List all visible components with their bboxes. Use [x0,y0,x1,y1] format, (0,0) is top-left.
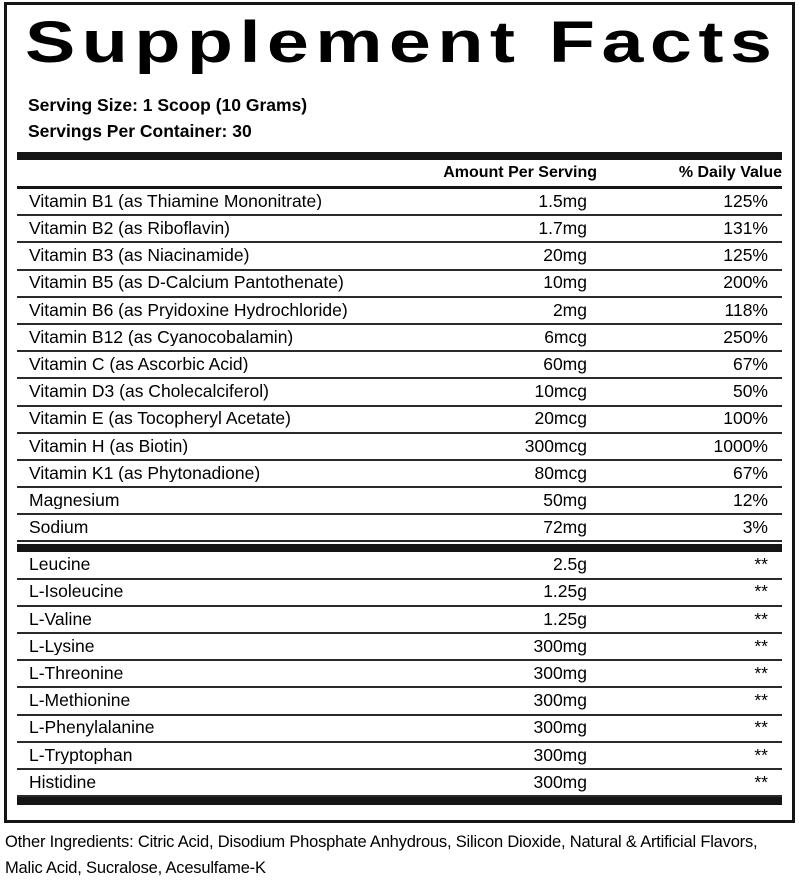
ingredient-daily-value: 131% [723,218,768,239]
ingredient-amount: 1.25g [543,581,587,602]
table-row [17,743,782,770]
table-row [17,661,782,688]
ingredient-name: L-Valine [29,610,92,629]
ingredient-amount: 20mcg [534,408,587,429]
table-row [17,515,782,542]
ingredient-name: Vitamin B3 (as Niacinamide) [29,247,250,265]
table-row [17,688,782,715]
divider-bottom-bar [17,797,782,805]
ingredient-name: Vitamin K1 (as Phytonadione) [29,464,261,483]
ingredient-daily-value: 67% [732,462,768,483]
ingredient-name: Vitamin B1 (as Thiamine Mononitrate) [29,192,323,211]
ingredient-daily-value: ** [754,771,768,792]
ingredient-amount: 300mg [533,690,587,711]
ingredient-daily-value: ** [754,608,768,629]
serving-info [7,84,792,144]
panel-title: Supplement Facts [25,10,779,75]
table-row [17,488,782,515]
ingredient-daily-value: 250% [723,326,768,347]
table-row [17,634,782,661]
ingredient-amount: 300mg [533,663,587,684]
column-header-row [17,160,782,189]
panel-title-area [7,5,792,84]
ingredient-daily-value: 125% [723,190,768,211]
ingredient-name: Sodium [29,519,89,537]
table-row [17,298,782,325]
ingredient-amount: 300mg [533,744,587,765]
table-row [17,716,782,743]
ingredient-daily-value: 100% [723,408,768,429]
ingredient-amount: 6mcg [544,326,587,347]
serving-size: Serving Size: 1 Scoop (10 Grams) [28,95,308,115]
ingredient-amount: 72mg [543,517,587,538]
column-header-daily-value: % Daily Value [678,164,782,181]
ingredient-amount: 300mg [533,717,587,738]
ingredient-daily-value: 12% [732,489,768,510]
ingredient-amount: 1.7mg [538,218,587,239]
table-row [17,580,782,607]
table-row [17,325,782,352]
table-row [17,407,782,434]
table-row [17,461,782,488]
table-row [17,770,782,797]
ingredient-name: Magnesium [29,491,120,510]
ingredient-name: Vitamin H (as Biotin) [29,437,189,456]
vitamins-minerals-section [17,189,782,542]
ingredient-name: Histidine [29,773,97,792]
table-row [17,607,782,634]
ingredient-amount: 20mg [543,245,587,266]
ingredient-name: L-Lysine [29,637,95,656]
divider-middle-bar [17,544,782,552]
table-row [17,552,782,579]
ingredient-amount: 300mg [533,771,587,792]
ingredient-name: Vitamin B2 (as Riboflavin) [29,220,231,238]
ingredient-daily-value: 67% [732,353,768,374]
ingredient-name: L-Phenylalanine [29,719,155,737]
table-row [17,379,782,406]
ingredient-amount: 2.5g [552,554,587,575]
ingredient-amount: 60mg [543,353,587,374]
ingredient-daily-value: 1000% [713,435,768,456]
ingredient-amount: 2mg [552,299,587,320]
ingredient-name: L-Isoleucine [29,583,124,601]
amino-acids-section [17,552,782,797]
ingredient-daily-value: ** [754,554,768,575]
ingredient-daily-value: ** [754,635,768,656]
ingredient-daily-value: 50% [732,381,768,402]
ingredient-daily-value: ** [754,717,768,738]
ingredient-amount: 80mcg [534,462,587,483]
ingredient-amount: 10mcg [534,381,587,402]
table-row [17,352,782,379]
ingredient-amount: 50mg [543,489,587,510]
divider-top-bar [17,152,782,160]
ingredient-name: Vitamin B5 (as D-Calcium Pantothenate) [29,274,344,292]
facts-panel [4,2,795,823]
ingredient-amount: 300mg [533,635,587,656]
servings-per-container: Servings Per Container: 30 [28,121,252,141]
ingredient-name: Vitamin B6 (as Pryidoxine Hydrochloride) [29,301,348,320]
ingredient-daily-value: 118% [724,299,768,320]
table-row [17,189,782,216]
ingredient-name: Leucine [29,556,91,574]
ingredient-name: L-Threonine [29,665,124,683]
ingredient-amount: 300mcg [524,435,587,456]
table-row [17,434,782,461]
ingredient-name: L-Tryptophan [29,746,133,765]
column-header-amount: Amount Per Serving [443,164,597,181]
ingredient-amount: 10mg [543,272,587,293]
ingredient-name: L-Methionine [29,692,131,710]
table-row [17,271,782,298]
ingredient-daily-value: 200% [723,272,768,293]
ingredient-amount: 1.25g [543,608,587,629]
ingredient-daily-value: ** [754,744,768,765]
ingredient-daily-value: 125% [723,245,768,266]
ingredient-daily-value: ** [754,663,768,684]
ingredient-name: Vitamin D3 (as Cholecalciferol) [29,383,269,401]
ingredient-daily-value: ** [754,581,768,602]
table-row [17,243,782,270]
ingredient-name: Vitamin E (as Tocopheryl Acetate) [29,410,291,428]
other-ingredients-text: Other Ingredients: Citric Acid, Disodium Phosphate Anhydrous, Silicon Dioxide, Natural & Artificial Flavors, Malic Acid, Sucralose, Acesulfame-K [5,833,758,877]
ingredient-amount: 1.5mg [538,190,587,211]
table-row [17,216,782,243]
ingredient-daily-value: 3% [742,517,768,538]
ingredient-name: Vitamin B12 (as Cyanocobalamin) [29,328,294,347]
ingredient-daily-value: ** [754,690,768,711]
ingredient-name: Vitamin C (as Ascorbic Acid) [29,355,249,374]
